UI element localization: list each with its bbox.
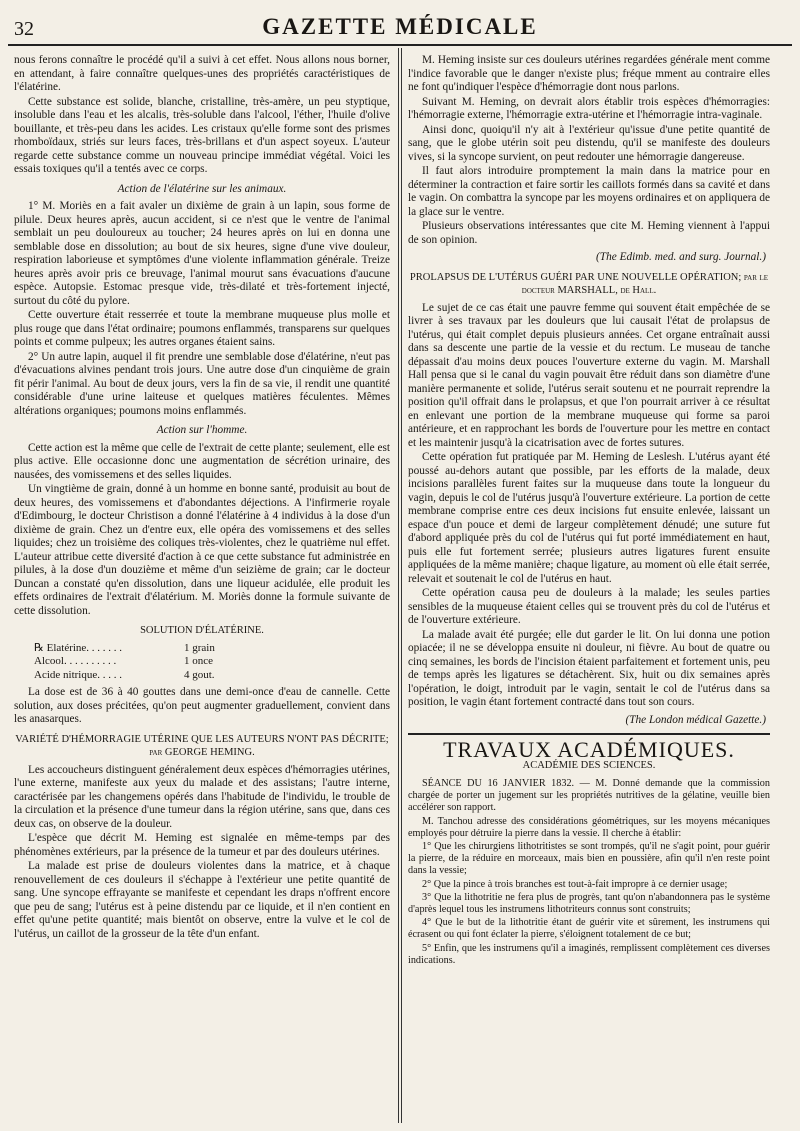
recipe-list <box>34 642 390 683</box>
paragraph: M. Tanchou adresse des considérations géométriques, sur les moyens mécaniques employés pour détruire la pierre dans la vessie. Il cherche à établir: <box>408 815 770 839</box>
paragraph: Un vingtième de grain, donné à un homme en bonne santé, produisit au bout de deux heures, des vomissemens et d'abondantes déjections. A l'infirmerie royale d'Edimbourg, le docteur Christison a donné l'élatérine à 4 individus à la dose d'un dixième de grain. Chez un d'entre eux, elle opéra des vomissemens et des selles liquides; chez un troisième des coliques très-violentes, chez le quatrième nul effet. L'auteur attribue cette diversité d'action à ce que cette substance fut administrée en pilules, à la dose d'un douzième et même d'un seizième de grain; car le docteur Duncan a constaté qu'en dissolution, dans une liqueur acidulée, elle produit les effets ordinaires de l'extrait d'élatérium. M. Moriès donne la formule suivante de cette dissolution. <box>14 483 390 617</box>
article-title: VARIÉTÉ D'HÉMORRAGIE UTÉRINE QUE LES AUTEURS N'ONT PAS DÉCRITE; par GEORGE HEMING. <box>15 733 389 758</box>
paragraph: Le sujet de ce cas était une pauvre femme qui souvent était empêchée de se livrer à ses travaux par les douleurs que lui causait l'état de prolapsus de l'utérus, qui était complet depuis plusieurs années. Cet organe entraînait aussi dans sa descente une partie de la vessie et du rectum. Le museau de tanche dépassait d'au moins deux pouces l'ouverture externe du vagin. M. Marshall Hall pensa que si le canal du vagin pouvait être réduit dans son diamètre d'une manière permanente et solide, l'utérus serait soutenu et ne pourrait reprendre la position qu'il offrait dans le prolapsus, et que l'on pourrait arriver à ce résultat en enlevant une portion de la membrane muqueuse qui forme sa paroi antérieure, et en rapprochant les bords de l'ouverture pour les mettre en contact et les maintenir jusqu'à la cicatrisation avec de fortes sutures. <box>408 301 770 449</box>
column-divider <box>401 48 402 1123</box>
list-item: 5° Enfin, que les instrumens qu'il a imaginés, remplissent complètement ces diverses indications. <box>408 942 770 966</box>
section-subtitle: ACADÉMIE DES SCIENCES. <box>522 759 656 771</box>
paragraph: Cette substance est solide, blanche, cristalline, très-amère, un peu styptique, insoluble dans l'eau et les alcalis, très-soluble dans l'alcool, l'éther, l'huile d'olive bouillante, et très-peu dans les acides. Les cristaux qu'elle forme sont des prismes rhomboïdaux, striés sur leurs faces, très-brillans et d'un aspect soyeux. L'auteur regarde cette substance comme un nouveau principe immédiat végétal. Voici les essais toxiques qu'il a tentés avec ce corps. <box>14 95 390 175</box>
list-item: 4° Que le but de la lithotritie étant de guérir vite et sûrement, les instrumens qui écrasent ou qui font éclater la pierre, s'éloignent totalement de ce but; <box>408 917 770 941</box>
paragraph: nous ferons connaître le procédé qu'il a suivi à cet effet. Nous allons nous borner, en attendant, à faire connaître quelques-unes des propriétés caractéristiques de l'élatérine. <box>14 54 390 93</box>
source-citation: (The London médical Gazette.) <box>625 713 766 726</box>
header-rule <box>8 44 792 46</box>
recipe-item: ℞ Elatérine. . . . . . . 1 grain <box>34 641 215 654</box>
paragraph: La dose est de 36 à 40 gouttes dans une demi-once d'eau de cannelle. Cette solution, aux doses précitées, qu'on peut augmenter graduellement, convient dans les anasarques. <box>14 686 390 725</box>
masthead-title: GAZETTE MÉDICALE <box>262 14 538 39</box>
paragraph: Cette action est la même que celle de l'extrait de cette plante; seulement, elle est plus active. Elle occasionne donc une augmentation de sécrétion urinaire, des nausées, des vomissemens et des selles liquides. <box>14 441 390 481</box>
left-column <box>14 54 390 1121</box>
paragraph: Les accoucheurs distinguent généralement deux espèces d'hémorragies utérines, l'une externe, manifeste aux yeux du malade et des assistans; l'autre interne, caractérisée par les changemens opérés dans l'habitude de l'individu, le trouble de la circulation et la présence d'une tumeur dans la région utérine, sans que, dans ces deux cas, on observe de la douleur. <box>14 763 390 830</box>
list-item: 3° Que la lithotritie ne fera plus de progrès, tant qu'on n'abandonnera pas le système d'après lequel tous les instrumens lithotriteurs connus sont construits; <box>408 891 770 916</box>
paragraph: Il faut alors introduire promptement la main dans la matrice pour en déterminer la contraction et faire sortir les caillots formés dans sa cavité et dans le vagin. On combattra la syncope par les moyens ordinaires et on appliquera de la glace sur le ventre. <box>408 165 770 218</box>
paragraph: 2° Un autre lapin, auquel il fit prendre une semblable dose d'élatérine, n'eut pas d'évacuations alvines pendant trois jours. Une autre dose d'un cinquième de grain fit périr l'animal. Au bout de deux jours, vers la fin de sa vie, il rendit une quantité considérable d'une urine laiteuse et quelques matières féculentes. Mêmes altérations organiques; poumons moins enflammés. <box>14 350 390 417</box>
paragraph: 1° M. Moriès en a fait avaler un dixième de grain à un lapin, sous forme de pilule. Deux heures après, aucun accident, si ce n'est que le ventre de l'animal semblait un peu douloureux au toucher; 24 heures après on lui en donna une semblable dose en dissolution; au bout de six heures, signe d'une vive douleur, respiration laborieuse et symptômes d'une violente inflammation générale. Treize heures après avoir pris ce breuvage, l'animal mourut sans évacuations d'aucune espèce. Autopsie. Estomac presque vide, très-dilaté et très-fortement injecté, surtout du côté du pylore. <box>14 200 390 307</box>
paragraph: Ainsi donc, quoiqu'il n'y ait à l'extérieur qu'issue d'une petite quantité de sang, que le globe utérin soit peu distendu, qu'il se manifeste des douleurs vives, si la syncope survient, on peut redouter une hémorragie dangereuse. <box>408 123 770 163</box>
page-number: 32 <box>14 18 34 40</box>
recipe-item: Acide nitrique. . . . . 4 gout. <box>34 668 215 681</box>
paragraph: La malade avait été purgée; elle dut garder le lit. On lui donna une potion opiacée; il ne se développa ensuite ni douleur, ni fièvre. Au bout de quatre ou cinq semaines, les bords de l'incision étaient parfaitement et fortement unis, peu de temps après les ligatures se détachèrent. Six, huit ou dix semaines après l'opération, le doigt, introduit par le vagin, sentait le col de l'utérus dans sa position, le vagin étant fortement contracté dans tout son cours. <box>408 628 770 708</box>
paragraph: Cette opération causa peu de douleurs à la malade; les seules parties sensibles de la muqueuse étaient celles qui se trouvent près du col de l'utérus et de l'ouverture extérieure. <box>408 587 770 626</box>
recipe-item: Alcool. . . . . . . . . . 1 once <box>34 655 214 667</box>
paragraph: La malade est prise de douleurs violentes dans la matrice, et à chaque renouvellement de ces douleurs il s'échappe à l'extérieur une petite quantité de sang. Une syncope effrayante se manifeste et cependant les draps n'offrent encore que peu de sang; l'utérus est à peine distendu par ce liquide, et il n'en contient en effet qu'une petite quantité; mais bientôt on observe, entre la vulve et le col de l'utérus, un caillot de la grosseur de la tête d'un enfant. <box>14 860 390 940</box>
article-title: PROLAPSUS DE L'UTÉRUS GUÉRI PAR UNE NOUVELLE OPÉRATION; par le docteur MARSHALL, de Hall. <box>409 271 769 296</box>
paragraph: Cette opération fut pratiquée par M. Heming de Leslesh. L'utérus ayant été poussé au-dehors autant que possible, par les efforts de la malade, deux incisions parallèles furent faites sur la muqueuse dans toute la longueur du vagin, depuis le col de l'utérus jusqu'à l'ouverture extérieure. La portion de cette membrane comprise entre ces deux incisions fut ensuite enlevée, laissant un espace d'un pouce et demi de largeur complètement dénudé; une suture fut d'abord appliquée près du col de l'utérus qui fut porté immédiatement en haut, puis elle fut fortement serrée; plusieurs autres ligatures furent ensuite appliquées de la même manière; chaque ligature, au moment où elle était serrée, relevait et soutenait le col de l'utérus en haut. <box>408 451 770 585</box>
source-citation: (The Edimb. med. and surg. Journal.) <box>596 251 766 263</box>
paragraph: M. Heming insiste sur ces douleurs utérines regardées générale ment comme l'indice favorable que le danger n'existe plus; fréque mment au contraire elles ne font qu'indiquer l'espèce d'hémorragie dont nous parlons. <box>408 54 770 93</box>
section-heading: Action sur l'homme. <box>156 424 248 436</box>
paragraph: SÉANCE DU 16 JANVIER 1832. — M. Donné demande que la commission chargée de porter un jugement sur les propriétés nutritives de la gélatine, veuille bien accélérer son rapport. <box>408 778 770 814</box>
paragraph: Suivant M. Heming, on devrait alors établir trois espèces d'hémorragies: l'hémorragie externe, l'hémorragie extra-utérine et l'hémorragie intra-vaginale. <box>408 95 770 121</box>
list-item: 2° Que la pince à trois branches est tout-à-fait impropre à ce dernier usage; <box>422 878 728 890</box>
paragraph: L'espèce que décrit M. Heming est signalée en même-temps par des phénomènes extérieurs, par la présence de la tumeur et par des douleurs utérines. <box>14 832 390 858</box>
paragraph: Plusieurs observations intéressantes que cite M. Heming viennent à l'appui de son opinion. <box>408 220 770 246</box>
recipe-title: SOLUTION D'ÉLATÉRINE. <box>140 625 264 636</box>
page-header <box>8 8 792 44</box>
section-title: TRAVAUX ACADÉMIQUES. <box>443 737 735 762</box>
paragraph: Cette ouverture était resserrée et toute la membrane muqueuse plus molle et plus rouge que dans l'état ordinaire; poumons enflammés, transparens sur quelques points et comme pulpeux; les autres organes étaient sains. <box>14 309 390 348</box>
section-rule <box>408 733 770 735</box>
right-column <box>408 54 770 1121</box>
column-divider <box>398 48 399 1123</box>
section-heading: Action de l'élatérine sur les animaux. <box>117 182 287 195</box>
list-item: 1° Que les chirurgiens lithotritistes se sont trompés, qu'il ne s'agit point, pour guérir la pierre, de la réduire en morceaux, mais bien en poussière, afin qu'il n'en reste point dans la vessie; <box>408 841 770 877</box>
